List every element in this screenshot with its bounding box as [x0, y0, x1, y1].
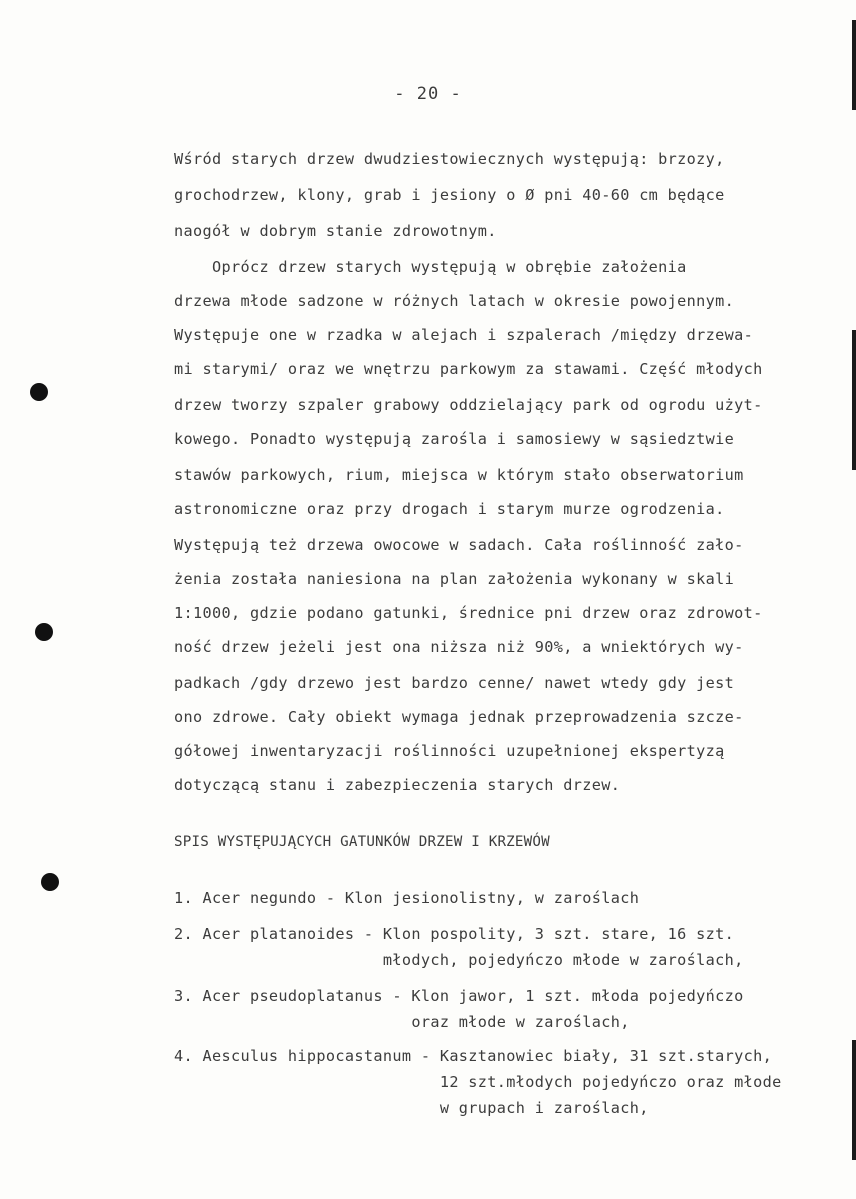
paragraph-line: drzew tworzy szpaler grabowy oddzielający park od ogrodu użyt-: [174, 396, 763, 414]
list-item-continuation: młodych, pojedyńczo młode w zaroślach,: [174, 951, 744, 969]
paragraph-line: żenia została naniesiona na plan założenia wykonany w skali: [174, 570, 735, 588]
paragraph-line: Oprócz drzew starych występują w obrębie założenia: [174, 258, 687, 276]
paragraph-line: naogół w dobrym stanie zdrowotnym.: [174, 222, 497, 240]
paragraph-line: Występuje one w rzadka w alejach i szpalerach /między drzewa-: [174, 326, 754, 344]
paragraph-line: ono zdrowe. Cały obiekt wymaga jednak przeprowadzenia szcze-: [174, 708, 744, 726]
paragraph-line: ność drzew jeżeli jest ona niższa niż 90%, a wniektórych wy-: [174, 638, 744, 656]
paragraph-line: dotyczącą stanu i zabezpieczenia starych drzew.: [174, 776, 621, 794]
punch-hole: [41, 873, 59, 891]
list-item: 1. Acer negundo - Klon jesionolistny, w zaroślach: [174, 889, 640, 907]
paragraph-line: Występują też drzewa owocowe w sadach. Cała roślinność zało-: [174, 536, 744, 554]
punch-hole: [35, 623, 53, 641]
paragraph-line: drzewa młode sadzone w różnych latach w okresie powojennym.: [174, 292, 735, 310]
paragraph-line: stawów parkowych, rium, miejsca w którym stało obserwatorium: [174, 466, 744, 484]
paragraph-line: astronomiczne oraz przy drogach i starym murze ogrodzenia.: [174, 500, 725, 518]
scan-edge-mark: [852, 1040, 856, 1160]
paragraph-line: kowego. Ponadto występują zarośla i samosiewy w sąsiedztwie: [174, 430, 735, 448]
list-item: 2. Acer platanoides - Klon pospolity, 3 szt. stare, 16 szt.: [174, 925, 735, 943]
list-item-continuation: w grupach i zaroślach,: [174, 1099, 649, 1117]
paragraph-line: mi starymi/ oraz we wnętrzu parkowym za stawami. Część młodych: [174, 360, 763, 378]
paragraph-line: grochodrzew, klony, grab i jesiony o Ø pni 40-60 cm będące: [174, 186, 725, 204]
paragraph-line: Wśród starych drzew dwudziestowiecznych występują: brzozy,: [174, 150, 725, 168]
paragraph-line: 1:1000, gdzie podano gatunki, średnice pni drzew oraz zdrowot-: [174, 604, 763, 622]
scan-edge-mark: [852, 330, 856, 470]
list-item-continuation: 12 szt.młodych pojedyńczo oraz młode: [174, 1073, 782, 1091]
punch-hole: [30, 383, 48, 401]
list-item-continuation: oraz młode w zaroślach,: [174, 1013, 630, 1031]
paragraph-line: gółowej inwentaryzacji roślinności uzupełnionej ekspertyzą: [174, 742, 725, 760]
section-heading: SPIS WYSTĘPUJĄCYCH GATUNKÓW DRZEW I KRZEWÓW: [174, 834, 550, 850]
page-number: - 20 -: [394, 84, 462, 104]
list-item: 4. Aesculus hippocastanum - Kasztanowiec biały, 31 szt.starych,: [174, 1047, 773, 1065]
list-item: 3. Acer pseudoplatanus - Klon jawor, 1 szt. młoda pojedyńczo: [174, 987, 744, 1005]
paragraph-line: padkach /gdy drzewo jest bardzo cenne/ nawet wtedy gdy jest: [174, 674, 735, 692]
